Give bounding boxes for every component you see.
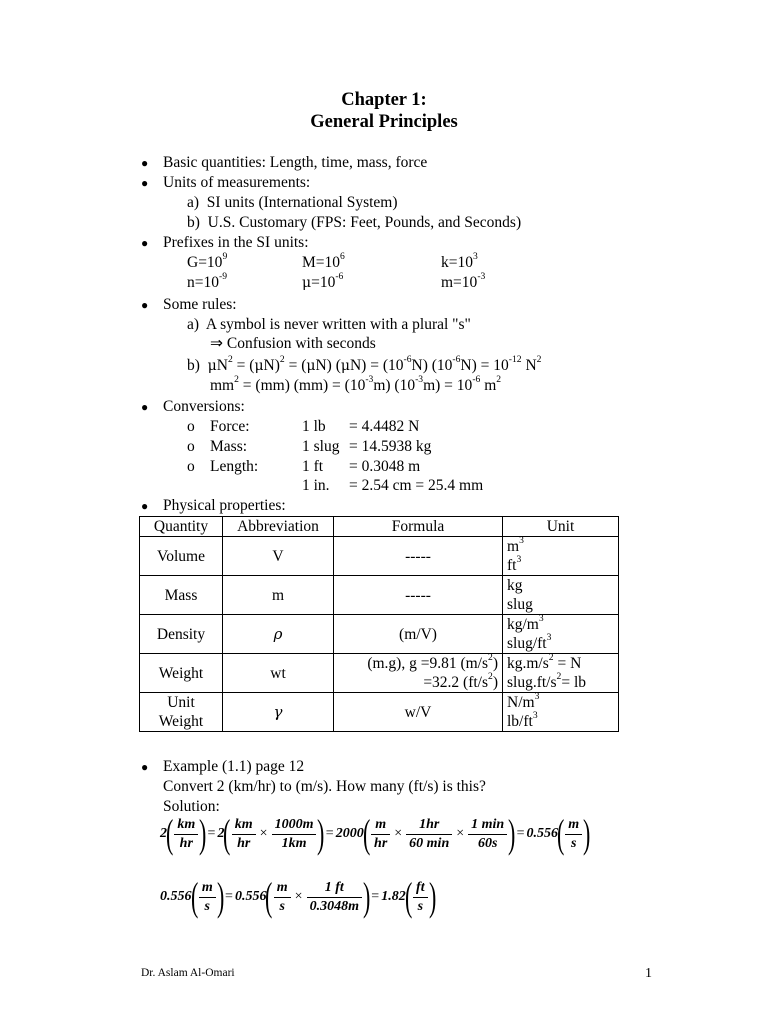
rule-a: a) A symbol is never written with a plural "s"	[187, 316, 471, 333]
unit-cell: $kg/m^3$ slug/$ft^3$	[503, 615, 619, 654]
bullet-marker: ●	[141, 400, 149, 414]
equation-km-hr-to-m-s: 2( $\frac{km}{hr}$ )= 2( $\frac{km}{hr}$ × $\frac{1000m}{1km}$ )= 2000( $\frac{m}{hr}$ × $\frac{1hr}{60 \min}$ × $\frac{1 \min}{60s}$ )= 0.556( $\frac{m}{s}$ )	[160, 811, 591, 856]
prefix-milli: $m=10^{-3}$	[441, 271, 486, 291]
table-row	[140, 576, 619, 615]
bullet-marker: ●	[141, 156, 149, 170]
bullet-units: Units of measurements:	[163, 174, 311, 191]
bullet-rules: Some rules:	[163, 296, 237, 313]
conversion-rhs: = 14.5938 kg	[349, 438, 432, 455]
table-row	[140, 693, 619, 732]
unit-cell: $N/m^3$ $lb/ft^3$	[503, 693, 619, 732]
table-header-cell: Quantity	[140, 517, 223, 537]
example-question: Convert 2 (km/hr) to (m/s). How many (ft/s) is this?	[163, 778, 486, 795]
abbreviation-cell: wt	[223, 654, 334, 693]
example-heading: Example (1.1) page 12	[163, 758, 305, 775]
conversion-label: Force:	[210, 418, 250, 435]
bullet-physical-properties: Physical properties:	[163, 497, 286, 514]
bullet-marker: ●	[141, 760, 149, 774]
bullet-marker: ●	[141, 176, 149, 190]
bullet-conversions: Conversions:	[163, 398, 245, 415]
unit-cell: $kg.m/s^2 = N$ $slug.ft/s^2=$ lb	[503, 654, 619, 693]
conversion-marker: o	[187, 418, 195, 435]
rule-a-note: ⇒ Confusion with seconds	[210, 335, 376, 352]
formula-cell: (m/V)	[334, 615, 503, 654]
table-row	[140, 615, 619, 654]
conversion-lhs: 1 ft	[302, 458, 324, 475]
prefix-nano: $n=10^{-9}$	[187, 271, 227, 291]
prefix-mega: $M=10^6$	[302, 251, 345, 271]
conversion-lhs: 1 slug	[302, 438, 340, 455]
table-header-row	[140, 517, 619, 537]
table-row	[140, 654, 619, 693]
physical-properties-table	[139, 516, 619, 732]
unit-cell: kg slug	[503, 576, 619, 615]
bullet-marker: ●	[141, 298, 149, 312]
chapter-number: Chapter 1:	[341, 90, 427, 110]
quantity-cell: Volume	[140, 537, 223, 576]
conversion-rhs: = 2.54 cm = 25.4 mm	[349, 477, 484, 494]
quantity-cell: Density	[140, 615, 223, 654]
chapter-title: General Principles	[310, 112, 458, 132]
formula-cell: -----	[334, 537, 503, 576]
bullet-prefixes: Prefixes in the SI units:	[163, 234, 309, 251]
unit-cell: $m^3$ $ft^3$	[503, 537, 619, 576]
conversion-marker: o	[187, 458, 195, 475]
units-us: b) U.S. Customary (FPS: Feet, Pounds, and Seconds)	[187, 214, 522, 231]
table-header-cell: Abbreviation	[223, 517, 334, 537]
bullet-basic-quantities: Basic quantities: Length, time, mass, force	[163, 154, 428, 171]
formula-cell: w/V	[334, 693, 503, 732]
table-header-cell: Unit	[503, 517, 619, 537]
quantity-cell: Unit Weight	[140, 693, 223, 732]
conversion-rhs: = 4.4482 N	[349, 418, 420, 435]
prefix-micro: $\mu=10^{-6}$	[302, 271, 344, 291]
rho-symbol: ρ	[273, 624, 283, 643]
footer-author: Dr. Aslam Al-Omari	[141, 967, 235, 979]
gamma-symbol: γ	[273, 702, 283, 721]
prefix-giga: $G=10^9$	[187, 251, 228, 271]
conversion-rhs: = 0.3048 m	[349, 458, 421, 475]
formula-cell: (m.g), g =9.81 $(m/s^2)$ =32.2 $(ft/s^2)$	[334, 654, 503, 693]
page-number: 1	[645, 966, 652, 981]
rule-b-mm: $mm^2 = (mm) (mm) = (10^{-3}m) (10^{-3}m) = 10^{-6}$ $m^2$	[210, 374, 502, 394]
equation-m-s-to-ft-s: 0.556( $\frac{m}{s}$ )= 0.556( $\frac{m}{s}$ × $\frac{1 ft}{0.3048m}$ )= 1.82( $\frac{ft}{s}$ )	[160, 874, 436, 919]
abbreviation-cell: V	[223, 537, 334, 576]
formula-cell: -----	[334, 576, 503, 615]
quantity-cell: Weight	[140, 654, 223, 693]
units-si: a) SI units (International System)	[187, 194, 398, 211]
table-row	[140, 537, 619, 576]
rule-b: b) $\mu N^2 = (\mu N)^2 = (\mu N) (\mu N) = (10^{-6}N) (10^{-6}N) = 10^{-12}$ $N^2$	[187, 354, 542, 374]
conversion-lhs: 1 in.	[302, 477, 330, 494]
conversion-marker: o	[187, 438, 195, 455]
solution-label: Solution:	[163, 798, 220, 815]
abbreviation-cell: m	[223, 576, 334, 615]
table-header-cell: Formula	[334, 517, 503, 537]
quantity-cell: Mass	[140, 576, 223, 615]
conversion-label: Length:	[210, 458, 259, 475]
conversion-label: Mass:	[210, 438, 248, 455]
prefix-kilo: $k=10^3$	[441, 251, 478, 271]
abbreviation-cell	[223, 615, 334, 654]
abbreviation-cell	[223, 693, 334, 732]
bullet-marker: ●	[141, 499, 149, 513]
bullet-marker: ●	[141, 236, 149, 250]
conversion-lhs: 1 lb	[302, 418, 326, 435]
